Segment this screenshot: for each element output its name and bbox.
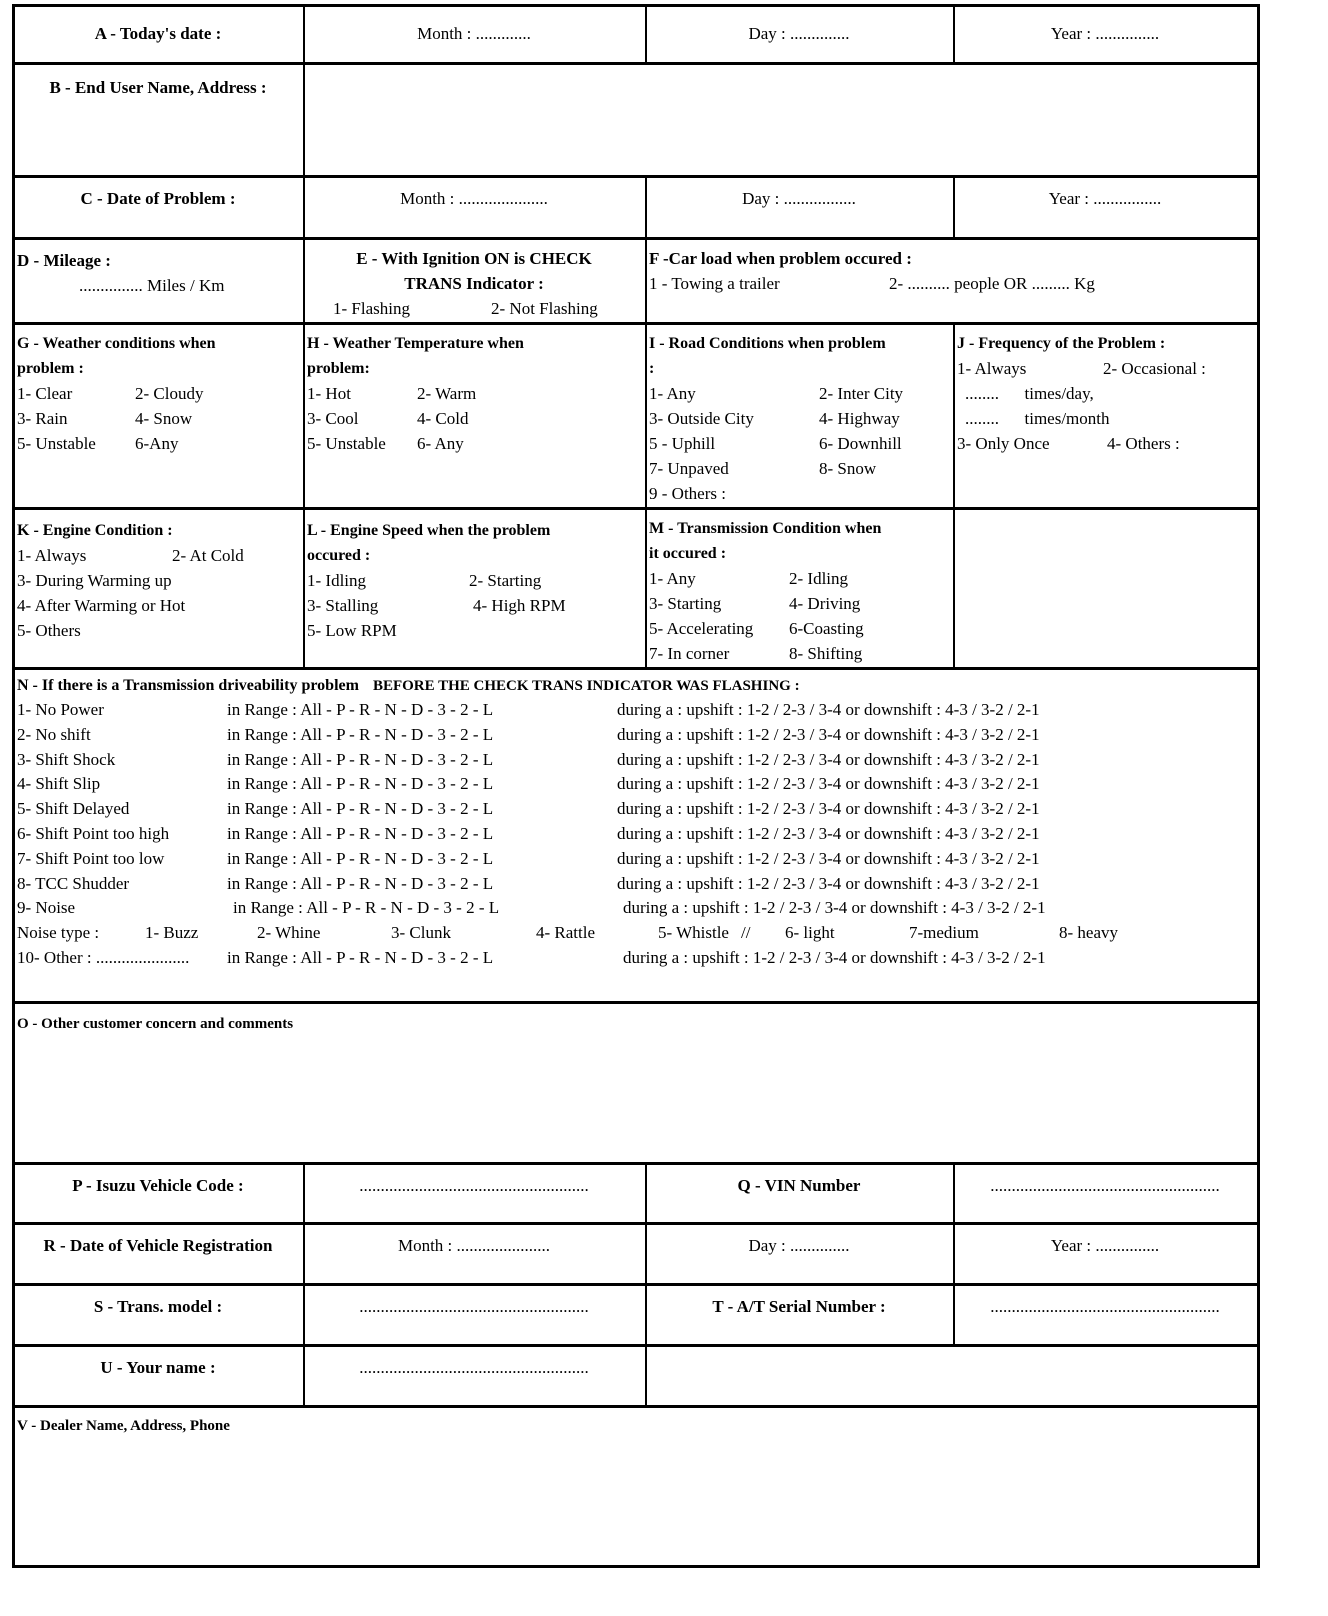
frequency-option-occasional[interactable]: 2- Occasional : (1103, 359, 1206, 378)
mileage-field[interactable]: ............... Miles / Km (79, 276, 225, 295)
row-end-user (12, 65, 1260, 178)
problem-year-field[interactable]: Year : ................ (1048, 189, 1162, 208)
row-driveability-problem (12, 670, 1260, 1004)
driveability-item-label[interactable]: 1- No Power (17, 700, 104, 719)
vehicle-code-label: P - Isuzu Vehicle Code : (15, 1165, 305, 1222)
engine-condition-label: K - Engine Condition : (17, 522, 173, 539)
todays-date-day-field[interactable]: Day : .............. (647, 7, 955, 62)
mileage-label: D - Mileage : (17, 251, 111, 270)
date-of-problem-label: C - Date of Problem : (15, 178, 305, 237)
road-conditions-section (647, 325, 955, 507)
row-engine-transmission-condition (12, 510, 1260, 670)
weather-option[interactable]: 1- Clear (17, 384, 73, 403)
driveability-item-other[interactable]: 10- Other : ...................... (17, 947, 190, 967)
transmission-condition-label-line2: it occured : (649, 545, 727, 562)
engine-speed-option[interactable]: 2- Starting (469, 571, 542, 590)
shift-selection[interactable]: during a : upshift : 1-2 / 2-3 / 3-4 or downshift : 4-3 / 3-2 / 2-1 (623, 947, 1046, 967)
driveability-item-label[interactable]: 5- Shift Delayed (17, 799, 130, 819)
noise-type-label: Noise type : (17, 923, 100, 943)
driveability-item-label[interactable]: 2- No shift (17, 724, 91, 744)
range-selection[interactable]: in Range : All - P - R - N - D - 3 - 2 - L (227, 799, 494, 819)
weather-option[interactable]: 2- Cloudy (135, 384, 204, 403)
driveability-item-label[interactable]: 7- Shift Point too low (17, 848, 165, 868)
car-load-section (647, 240, 1257, 322)
row-mileage-indicator-load (12, 240, 1260, 325)
car-load-option-people-kg[interactable]: 2- .......... people OR ......... Kg (889, 274, 1095, 293)
driveability-item (17, 698, 1253, 723)
row-dealer-info (12, 1408, 1260, 1568)
serial-number-field[interactable]: ...................................................... (990, 1297, 1220, 1316)
trans-model-field[interactable]: ...................................................... (305, 1286, 647, 1344)
driveability-item-label[interactable]: 6- Shift Point too high (17, 823, 170, 843)
engine-speed-option[interactable]: 1- Idling (307, 571, 367, 590)
trans-model-label: S - Trans. model : (15, 1286, 305, 1344)
shift-selection[interactable]: during a : upshift : 1-2 / 2-3 / 3-4 or downshift : 4-3 / 3-2 / 2-1 (617, 823, 1040, 843)
comments-label: O - Other customer concern and comments (17, 1016, 294, 1032)
transmission-condition-option[interactable]: 5- Accelerating (649, 619, 754, 638)
transmission-condition-label-line1: M - Transmission Condition when (649, 520, 882, 537)
empty-cell (955, 510, 1257, 667)
driveability-item (17, 723, 1253, 748)
noise-type-option[interactable]: 4- Rattle (536, 923, 596, 943)
empty-cell (647, 1347, 1257, 1405)
row-other-comments (12, 1004, 1260, 1165)
engine-condition-option[interactable]: 1- Always (17, 546, 87, 565)
transmission-problem-form (12, 4, 1260, 1568)
dealer-info-label: V - Dealer Name, Address, Phone (17, 1418, 230, 1434)
shift-selection[interactable]: during a : upshift : 1-2 / 2-3 / 3-4 or downshift : 4-3 / 3-2 / 2-1 (617, 700, 1040, 719)
range-selection[interactable]: in Range : All - P - R - N - D - 3 - 2 - L (227, 848, 494, 868)
weather-option[interactable]: 5- Unstable (17, 434, 96, 453)
temperature-option[interactable]: 1- Hot (307, 384, 351, 403)
comments-section[interactable] (15, 1004, 1257, 1162)
shift-selection[interactable]: during a : upshift : 1-2 / 2-3 / 3-4 or downshift : 4-3 / 3-2 / 2-1 (617, 774, 1040, 794)
driveability-item (17, 822, 1253, 847)
road-option[interactable]: 2- Inter City (819, 384, 904, 403)
road-option[interactable]: 6- Downhill (819, 434, 902, 453)
registration-date-label: R - Date of Vehicle Registration (15, 1225, 305, 1283)
your-name-label: U - Your name : (15, 1347, 305, 1405)
shift-selection[interactable]: during a : upshift : 1-2 / 2-3 / 3-4 or downshift : 4-3 / 3-2 / 2-1 (617, 724, 1040, 744)
driveability-item (17, 748, 1253, 773)
weather-option[interactable]: 4- Snow (135, 409, 193, 428)
problem-month-field[interactable]: Month : ..................... (305, 178, 647, 237)
noise-type-option[interactable]: 3- Clunk (391, 923, 451, 943)
transmission-condition-option[interactable]: 7- In corner (649, 644, 730, 663)
engine-speed-option[interactable]: 3- Stalling (307, 596, 379, 615)
car-load-option-towing[interactable]: 1 - Towing a trailer (649, 274, 780, 293)
indicator-label-line2: TRANS Indicator : (404, 274, 544, 293)
weather-option[interactable]: 3- Rain (17, 409, 68, 428)
car-load-label: F -Car load when problem occured : (649, 249, 912, 268)
engine-speed-option[interactable]: 5- Low RPM (307, 621, 397, 640)
weather-option[interactable]: 6-Any (135, 434, 179, 453)
shift-selection[interactable]: during a : upshift : 1-2 / 2-3 / 3-4 or downshift : 4-3 / 3-2 / 2-1 (617, 749, 1040, 769)
transmission-condition-option[interactable]: 3- Starting (649, 594, 722, 613)
frequency-option-others[interactable]: 4- Others : (1107, 434, 1180, 453)
weather-conditions-label-line1: G - Weather conditions when (17, 335, 216, 352)
noise-type-option[interactable]: 1- Buzz (145, 923, 199, 943)
road-option[interactable]: 4- Highway (819, 409, 900, 428)
range-selection[interactable]: in Range : All - P - R - N - D - 3 - 2 - L (227, 873, 494, 893)
todays-date-label: A - Today's date : (15, 7, 305, 62)
row-vehicle-code-vin (12, 1165, 1260, 1225)
frequency-section (955, 325, 1257, 507)
weather-temperature-label-line2: problem: (307, 360, 370, 377)
vehicle-code-field[interactable]: ...................................................... (305, 1165, 647, 1222)
transmission-condition-option[interactable]: 1- Any (649, 569, 696, 588)
shift-selection[interactable]: during a : upshift : 1-2 / 2-3 / 3-4 or downshift : 4-3 / 3-2 / 2-1 (617, 799, 1040, 819)
driveability-label-part1: N - If there is a Transmission driveability problem (17, 677, 359, 694)
driveability-item (17, 872, 1253, 897)
noise-type-separator: // (741, 923, 751, 943)
end-user-label: B - End User Name, Address : (15, 65, 305, 175)
frequency-option-only-once[interactable]: 3- Only Once (957, 434, 1050, 453)
driveability-item-label[interactable]: 8- TCC Shudder (17, 873, 130, 893)
weather-conditions-label-line2: problem : (17, 360, 84, 377)
weather-temperature-label-line1: H - Weather Temperature when (307, 335, 524, 352)
row-registration-date (12, 1225, 1260, 1286)
driveability-item (17, 946, 1253, 971)
registration-day-field[interactable]: Day : .............. (647, 1225, 955, 1283)
your-name-field[interactable]: ...................................................... (305, 1347, 647, 1405)
temperature-option[interactable]: 5- Unstable (307, 434, 386, 453)
driveability-item (17, 896, 1253, 921)
transmission-condition-option[interactable]: 8- Shifting (789, 644, 863, 663)
vin-label: Q - VIN Number (647, 1165, 955, 1222)
temperature-option[interactable]: 4- Cold (417, 409, 469, 428)
serial-number-label: T - A/T Serial Number : (647, 1286, 955, 1344)
range-selection[interactable]: in Range : All - P - R - N - D - 3 - 2 - L (227, 700, 494, 719)
temperature-option[interactable]: 2- Warm (417, 384, 477, 403)
frequency-option-always[interactable]: 1- Always (957, 359, 1027, 378)
registration-month-field[interactable]: Month : ...................... (305, 1225, 647, 1283)
road-option[interactable]: 5 - Uphill (649, 434, 716, 453)
engine-speed-option[interactable]: 4- High RPM (473, 596, 566, 615)
noise-type-option[interactable]: 8- heavy (1059, 923, 1119, 943)
shift-selection[interactable]: during a : upshift : 1-2 / 2-3 / 3-4 or downshift : 4-3 / 3-2 / 2-1 (617, 873, 1040, 893)
mileage-section (15, 240, 305, 322)
driveability-label (17, 674, 1253, 698)
road-conditions-label-line1: I - Road Conditions when problem (649, 335, 886, 352)
row-weather-road-frequency (12, 325, 1260, 510)
driveability-item (17, 772, 1253, 797)
indicator-option-not-flashing[interactable]: 2- Not Flashing (491, 299, 598, 318)
transmission-condition-section (647, 510, 955, 667)
driveability-item-label[interactable]: 3- Shift Shock (17, 749, 116, 769)
row-todays-date (12, 4, 1260, 65)
engine-condition-option[interactable]: 2- At Cold (172, 546, 244, 565)
frequency-label: J - Frequency of the Problem : (957, 335, 1166, 352)
frequency-times-per-month[interactable]: ........ times/month (965, 409, 1110, 428)
frequency-times-per-day[interactable]: ........ times/day, (965, 384, 1094, 403)
indicator-option-flashing[interactable]: 1- Flashing (333, 299, 410, 318)
noise-type-option[interactable]: 2- Whine (257, 923, 321, 943)
road-option[interactable]: 9 - Others : (649, 484, 726, 503)
shift-selection[interactable]: during a : upshift : 1-2 / 2-3 / 3-4 or downshift : 4-3 / 3-2 / 2-1 (623, 898, 1046, 918)
road-conditions-label-line2: : (649, 360, 655, 377)
engine-condition-option[interactable]: 5- Others (17, 621, 81, 640)
indicator-label-line1: E - With Ignition ON is CHECK (356, 249, 592, 268)
noise-type-row (17, 921, 1253, 946)
end-user-name-address-field[interactable] (305, 65, 1257, 175)
transmission-condition-option[interactable]: 6-Coasting (789, 619, 864, 638)
engine-condition-option[interactable]: 3- During Warming up (17, 571, 172, 590)
registration-year-field[interactable]: Year : ............... (1050, 1236, 1160, 1255)
road-option[interactable]: 8- Snow (819, 459, 877, 478)
road-option[interactable]: 3- Outside City (649, 409, 754, 428)
row-date-of-problem (12, 178, 1260, 240)
todays-date-month-field[interactable]: Month : ............. (305, 7, 647, 62)
driveability-section (15, 670, 1257, 1001)
engine-condition-option[interactable]: 4- After Warming or Hot (17, 596, 186, 615)
shift-selection[interactable]: during a : upshift : 1-2 / 2-3 / 3-4 or downshift : 4-3 / 3-2 / 2-1 (617, 848, 1040, 868)
driveability-item-label[interactable]: 4- Shift Slip (17, 774, 101, 794)
driveability-item-label[interactable]: 9- Noise (17, 898, 76, 918)
range-selection[interactable]: in Range : All - P - R - N - D - 3 - 2 - L (233, 898, 500, 918)
road-option[interactable]: 7- Unpaved (649, 459, 729, 478)
driveability-item (17, 847, 1253, 872)
road-option[interactable]: 1- Any (649, 384, 696, 403)
range-selection[interactable]: in Range : All - P - R - N - D - 3 - 2 - L (227, 724, 494, 744)
range-selection[interactable]: in Range : All - P - R - N - D - 3 - 2 - L (227, 823, 494, 843)
transmission-condition-option[interactable]: 2- Idling (789, 569, 849, 588)
temperature-option[interactable]: 6- Any (417, 434, 464, 453)
indicator-section (305, 240, 647, 322)
engine-condition-section (15, 510, 305, 667)
range-selection[interactable]: in Range : All - P - R - N - D - 3 - 2 - L (227, 947, 494, 967)
engine-speed-section (305, 510, 647, 667)
weather-conditions-section (15, 325, 305, 507)
row-your-name (12, 1347, 1260, 1408)
todays-date-year-field[interactable]: Year : ............... (1050, 24, 1160, 43)
dealer-info-section[interactable] (15, 1408, 1257, 1565)
range-selection[interactable]: in Range : All - P - R - N - D - 3 - 2 - L (227, 774, 494, 794)
row-trans-model-serial (12, 1286, 1260, 1347)
problem-day-field[interactable]: Day : ................. (647, 178, 955, 237)
temperature-option[interactable]: 3- Cool (307, 409, 359, 428)
driveability-item (17, 797, 1253, 822)
noise-type-option[interactable]: 5- Whistle (658, 923, 729, 943)
transmission-condition-option[interactable]: 4- Driving (789, 594, 861, 613)
driveability-label-part2: BEFORE THE CHECK TRANS INDICATOR WAS FLASHING : (372, 678, 800, 694)
engine-speed-label-line2: occured : (307, 547, 371, 564)
vin-field[interactable]: ...................................................... (990, 1176, 1220, 1195)
weather-temperature-section (305, 325, 647, 507)
noise-type-option[interactable]: 6- light (785, 923, 835, 943)
range-selection[interactable]: in Range : All - P - R - N - D - 3 - 2 - L (227, 749, 494, 769)
noise-type-option[interactable]: 7-medium (909, 923, 979, 943)
engine-speed-label-line1: L - Engine Speed when the problem (307, 522, 551, 539)
